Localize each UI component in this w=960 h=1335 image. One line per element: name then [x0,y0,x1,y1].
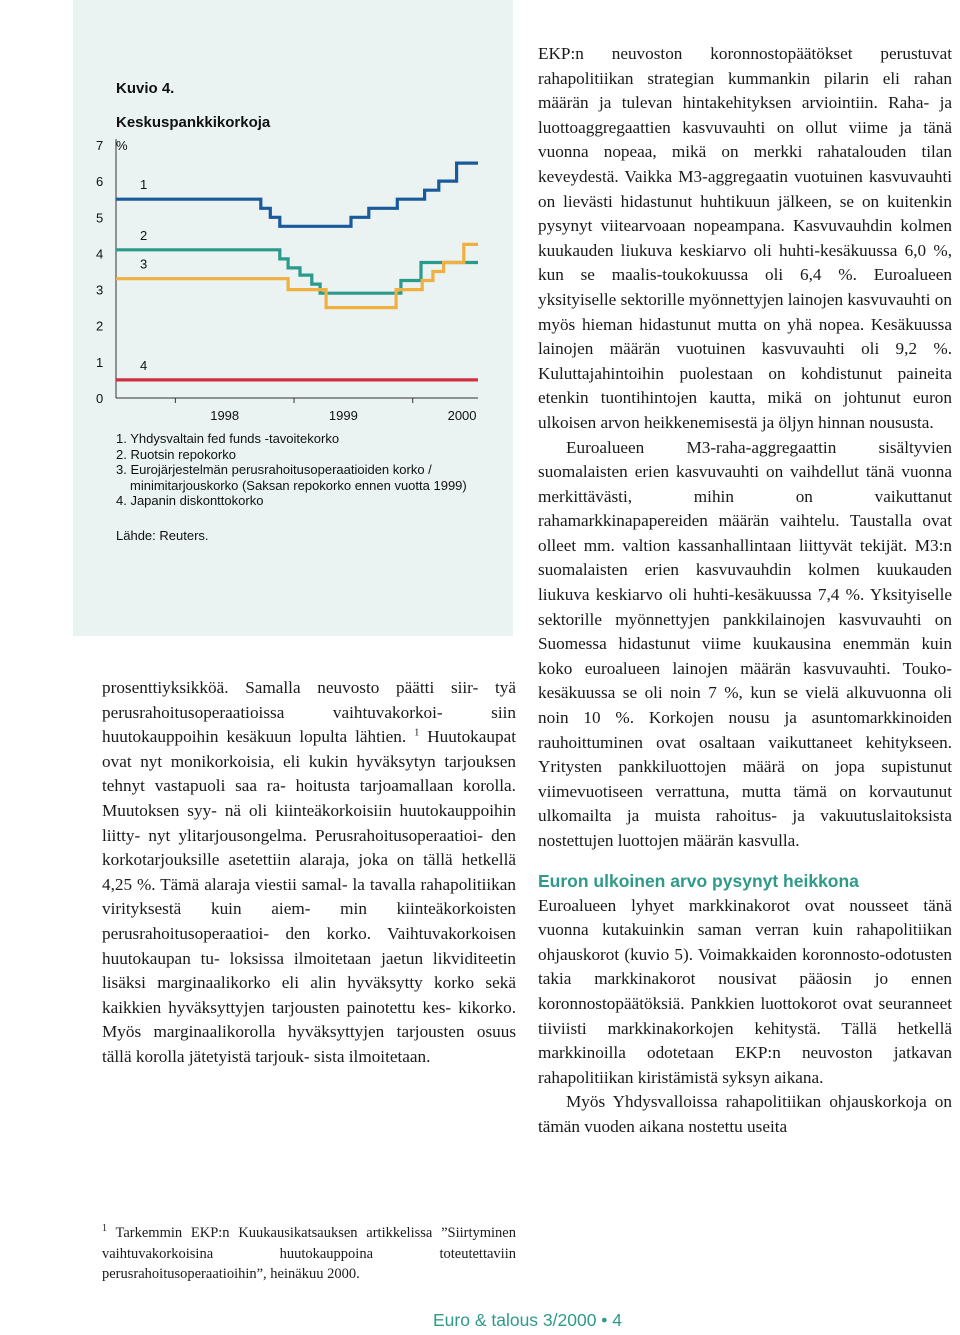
text-line: hyväksytyn tarjouksen tehnyt vastapuoli saa ra- [102,751,516,796]
right-column [538,42,952,1140]
text-line: tyä perusrahoitusoperaatioissa vaihtuvakorkoi- [102,678,516,722]
x-tick-label: 1999 [328,408,358,423]
text-line: nyt ylitarjousongelma. Perusrahoitusoperaatioi- [148,825,492,845]
series-label: 4 [140,357,148,373]
left-column [102,676,516,1070]
right-paragraph-4: Myös Yhdysvalloissa rahapolitiikan ohjauskorkoja on tämän vuoden aikana nostettu useita [538,1092,952,1136]
x-tick-label: 2000 [447,408,477,423]
text-line: prosenttiyksikköä. Samalla neuvosto päätti siir- [102,678,495,697]
y-tick-label: 1 [96,354,104,370]
figure-legend [116,431,516,509]
figure-unit: % [116,138,128,153]
text-line: sista ilmoitetaan. [313,1046,431,1066]
right-paragraph-3: Euroalueen lyhyet markkinakorot ovat nousseet tänä vuonna kutakuinkin saman verran kuin rahapolitiikan ohjauskorot (kuvio 5). Voimakkaiden koronnosto-odotusten takia markkinakorot nousivat pääosin jo ennen koronnostopäätöksiä. Pankkien luottokorot ovat seuranneet tiiviisti markkinakorkojen kehitystä. Tällä hetkellä markkinoilla odotetaan EKP:n neuvoston jatkavan rahapolitiikan kiristämistä syksyn aikana. [538,895,952,1087]
text-line: min kiinteäkorkoisten perusrahoitusoperaatioi- [102,899,516,943]
x-tick-label: 1998 [210,408,240,423]
text-line: marginaalikorko eli alin hyväksytty korko sekä [157,973,516,993]
text-line: Huutokaupat ovat nyt monikorkoisia, eli kukin [102,727,516,771]
page-footer: Euro & talous 3/2000 • 4 [433,1310,623,1330]
text-line: nä oli kiinteäkorkoisiin huutokauppoihin liitty- [102,800,516,845]
series-line-1 [116,163,478,226]
series-label: 2 [140,227,148,243]
y-tick-label: 7 [96,138,104,153]
text-line: tällä hetkellä 4,25 %. Tämä alaraja viestii samal- [102,850,516,894]
y-tick-label: 2 [96,318,104,334]
y-tick-label: 3 [96,282,104,298]
legend-item: 4. Japanin diskonttokorko [116,493,264,508]
footnote-marker: 1 [414,727,420,739]
legend-item: 1. Yhdysvaltain fed funds -tavoitekorko [116,431,340,446]
right-paragraph-1: EKP:n neuvoston koronnostopäätökset perustuvat rahapolitiikan strategian kummankin pilarin eli rahan määrän ja tulevan hintakehityksen arviointiin. Raha- ja luottoaggregaattien kasvuvauhti on ollut viime ja tänä vuonna nopeaa, mikä on merkki rahatalouden tilan keveydestä. Vaikka M3-aggregaatin vuotuinen kasvuvauhti on lievästi hidastunut huhtikuun jälkeen, se on kuitenkin pysynyt viitearvoaan nopeampana. Kasvuvauhdin kolmen kuukauden liukuva keskiarvo oli huhti-kesäkuussa 6,0 %, kun se maalis-toukokuussa oli 6,4 %. Euroalueen yksityiselle sektorille myönnettyjen lainojen kasvuvauhti on myös hieman hidastunut mutta on yhä nopea. Kesäkuussa lainojen määrän vuotuinen kasvuvauhti oli 9,2 %. Kuluttajahintoihin puolestaan on kohdistunut paineita etenkin tuontihintojen kautta, mikä on johtunut euron ulkoisen arvon heikkenemisestä ja öljyn hinnan noususta. [538,44,952,432]
text-line: la tavalla rahapolitiikan virityksestä kuin aiem- [102,874,516,919]
right-paragraph-2: Euroalueen M3-raha-aggregaattin sisältyvien suomalaisten erien kasvuvauhti on vaihdellut tänä vuonna merkittävästi, mihin on vaikuttanut rahamarkkinapapereiden määrän vaihtelu. Taustalla ovat olleet mm. valtion kassanhallintaan liittyvät tekijät. M3:n suomalaisten erien kasvuvauhdin kolmen kuukauden liukuva keskiarvo oli huhti-kesäkuussa 7,4 %. Yksityiselle sektorille myönnettyjen pankkilainojen kasvuvauhti on Suomessa hidastunut viime kuukausina enemmän kuin koko euroalueen lainojen määrän kasvuvauhti. Touko-kesäkuussa se oli noin 7 %, kun se vielä alkuvuonna oli noin 10 %. Korkojen nousu ja asuntomarkkinoiden rauhoittuminen ovat osaltaan vaikuttaneet kehitykseen. Yritysten pankkiluottojen määrä on jopa supistunut viimevuotiseen verrattuna, mutta tämä on korvautunut ulkomailta ja muista rahoitus- ja vakuutuslaitoksista nostettujen luottojen määrän kasvulla. [538,437,952,850]
left-paragraph [102,676,516,1070]
y-tick-label: 5 [96,210,104,226]
footnote [102,1223,516,1285]
figure-title: Keskuspankkikorkoja [116,114,271,131]
section-heading: Euron ulkoinen arvo pysynyt heikkona [538,870,859,891]
legend-item: 2. Ruotsin repokorko [116,446,236,462]
figure-label: Kuvio 4. [116,80,175,97]
text-line: loksissa ilmoitetaan jaetun likviditeetin lisäksi [102,948,516,993]
text-line: kikorko. Myös marginaalikorolla hyväksyttyjen [102,997,516,1042]
series-line-3 [116,244,478,307]
text-line: kaikkien hyväksyttyjen tarjousten painotettu kes- [102,997,459,1017]
y-tick-label: 4 [96,246,104,262]
text-line: tarjousten osuus tällä korolla jätetyistä tarjouk- [102,1022,517,1066]
text-line: siin huutokauppoihin kesäkuun lopulta lähtien. [102,702,516,747]
series-label: 3 [140,256,148,272]
footnote-text: Tarkemmin EKP:n Kuukausikatsauksen artikkelissa ”Siirtyminen vaihtuvakorkoisina huutokauppoina toteutettaviin perusrahoitusoperaatioihin”, heinäkuu 2000. [102,1225,516,1282]
footnote-number: 1 [102,1223,107,1235]
text-line: hoitusta tarjoamallaan korolla. Muutoksen syy- [102,776,516,820]
legend-item: minimitarjouskorko (Saksan repokorko ennen vuotta 1999) [130,477,467,493]
y-tick-label: 0 [96,391,104,406]
legend-item: 3. Eurojärjestelmän perusrahoitusoperaatioiden korko / [116,462,432,477]
text-line: den korko. Vaihtuvakorkoisen huutokaupan tu- [102,923,516,968]
figure-source: Lähde: Reuters. [116,528,209,543]
series-label: 1 [140,177,148,193]
y-tick-label: 6 [96,174,104,190]
text-line: den korkotarjouksille asetettiin alaraja, joka on [102,825,516,870]
